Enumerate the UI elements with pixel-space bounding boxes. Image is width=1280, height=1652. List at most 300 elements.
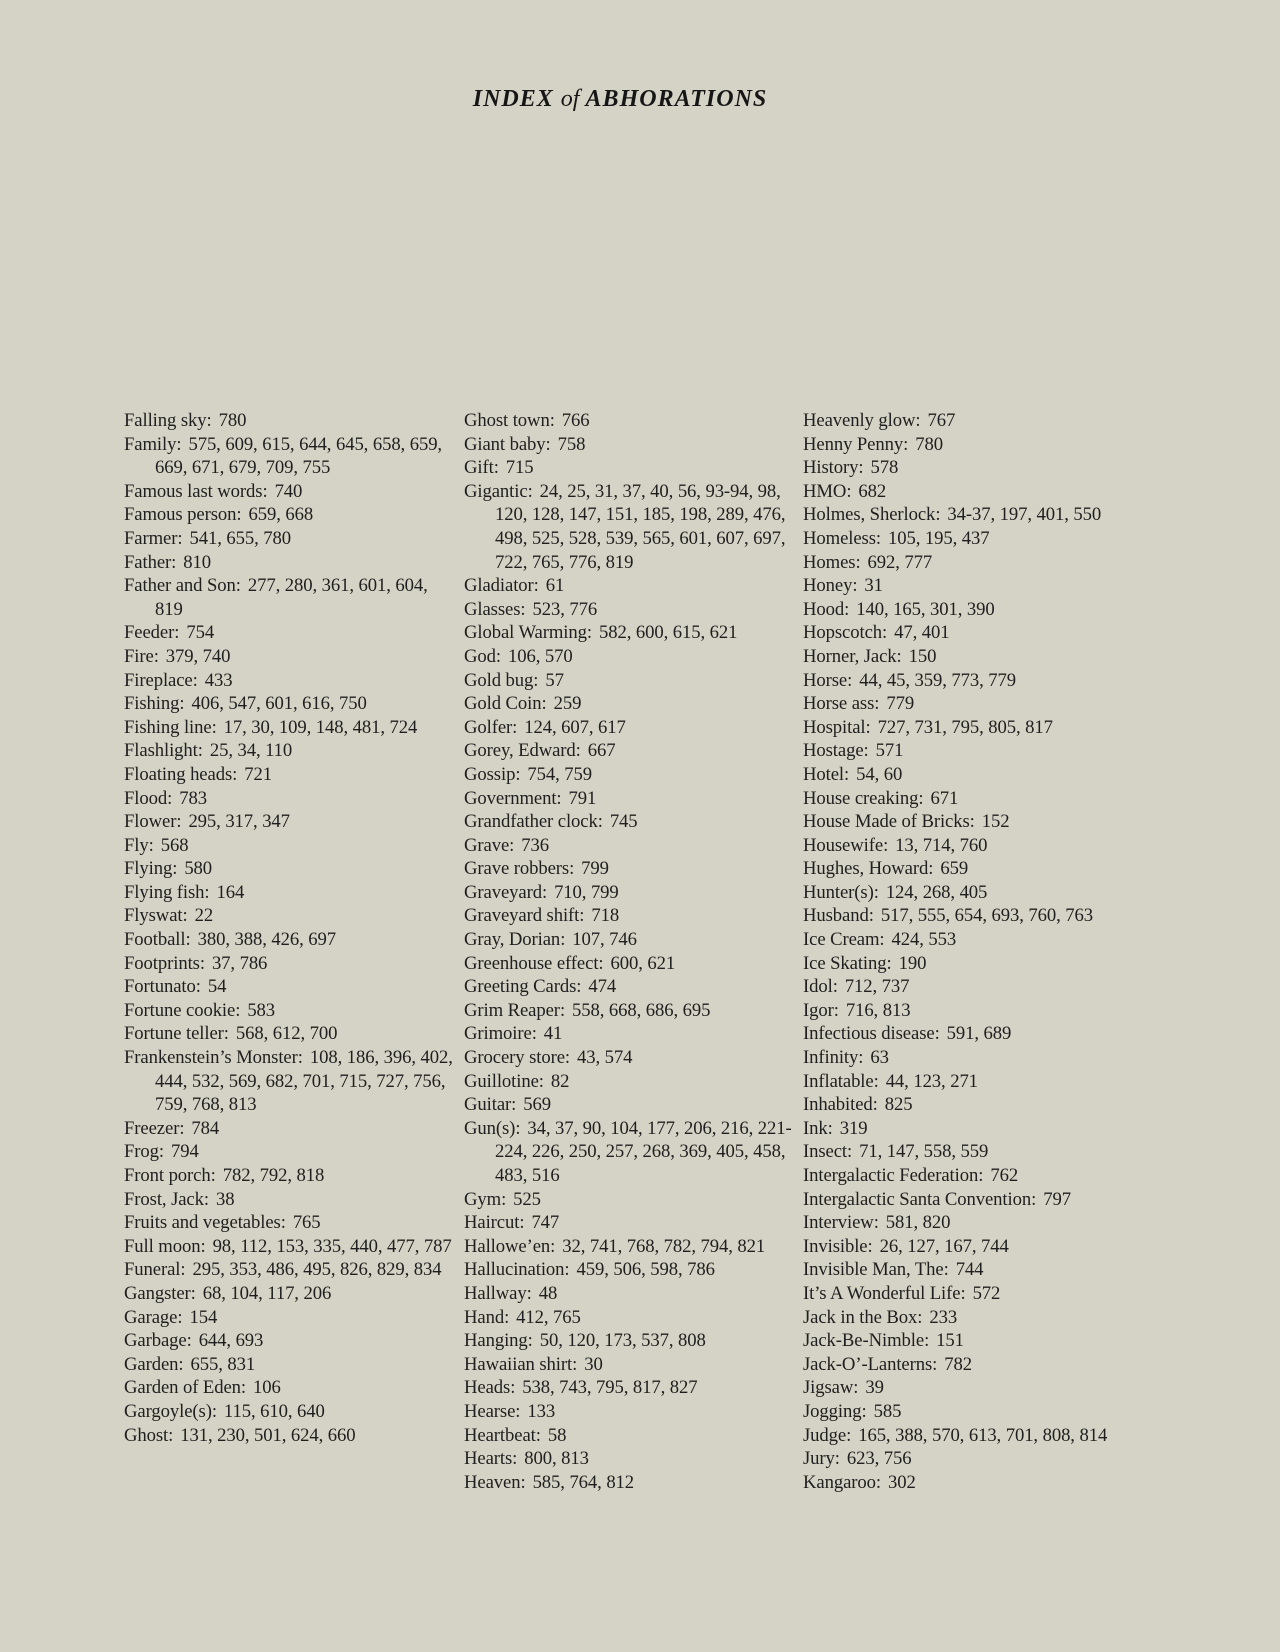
entry-term: Full moon : bbox=[124, 1236, 206, 1257]
index-entry bbox=[803, 1046, 1143, 1070]
index-entry bbox=[803, 857, 1143, 881]
entry-pages: 22 bbox=[194, 905, 214, 927]
index-entry bbox=[124, 433, 454, 480]
index-entry bbox=[803, 527, 1143, 551]
entry-pages: 412, 765 bbox=[516, 1306, 581, 1328]
entry-pages: 800, 813 bbox=[524, 1448, 589, 1470]
index-entry bbox=[803, 1140, 1143, 1164]
entry-pages: 585 bbox=[873, 1400, 902, 1422]
entry-pages: 379, 740 bbox=[165, 645, 231, 667]
entry-term: Funeral : bbox=[124, 1259, 185, 1280]
index-entry bbox=[803, 621, 1143, 645]
entry-pages: 799 bbox=[581, 858, 609, 880]
entry-pages: 762 bbox=[990, 1165, 1019, 1186]
entry-pages: 569 bbox=[523, 1094, 551, 1116]
entry-pages: 107, 746 bbox=[572, 929, 637, 951]
index-entry bbox=[803, 480, 1143, 504]
index-entry bbox=[464, 716, 794, 740]
entry-pages: 655, 831 bbox=[190, 1353, 256, 1375]
entry-term: Heads : bbox=[464, 1377, 515, 1398]
entry-term: Invisible : bbox=[803, 1236, 873, 1257]
entry-pages: 568, 612, 700 bbox=[235, 1023, 338, 1045]
entry-pages: 754, 759 bbox=[527, 763, 593, 785]
entry-pages: 600, 621 bbox=[610, 952, 676, 974]
entry-term: Father and Son : bbox=[124, 575, 241, 596]
entry-pages: 63 bbox=[870, 1047, 889, 1069]
entry-pages: 133 bbox=[527, 1400, 556, 1422]
entry-term: Hawaiian shirt : bbox=[464, 1354, 577, 1375]
entry-term: Horse ass : bbox=[803, 693, 879, 714]
index-entry bbox=[803, 551, 1143, 575]
entry-term: Haircut : bbox=[464, 1212, 524, 1233]
entry-pages: 783 bbox=[179, 787, 207, 809]
entry-term: Heavenly glow : bbox=[803, 410, 920, 431]
entry-pages: 82 bbox=[550, 1070, 570, 1092]
entry-term: Heaven : bbox=[464, 1472, 526, 1493]
entry-term: Idol : bbox=[803, 976, 838, 997]
entry-term: Ghost : bbox=[124, 1425, 173, 1446]
index-entry bbox=[803, 1093, 1143, 1117]
entry-term: Gold Coin : bbox=[464, 693, 547, 714]
entry-pages: 124, 607, 617 bbox=[524, 716, 626, 738]
entry-pages: 48 bbox=[538, 1282, 558, 1304]
entry-pages: 71, 147, 558, 559 bbox=[859, 1141, 989, 1163]
entry-term: Greeting Cards : bbox=[464, 976, 581, 997]
index-column-3 bbox=[803, 409, 1143, 1494]
entry-term: Gold bug : bbox=[464, 670, 538, 691]
entry-term: Father : bbox=[124, 552, 176, 573]
entry-term: Invisible Man, The : bbox=[803, 1259, 949, 1280]
entry-term: Grave robbers : bbox=[464, 858, 574, 879]
entry-term: Global Warming : bbox=[464, 622, 592, 643]
index-entry bbox=[124, 857, 454, 881]
index-entry bbox=[464, 409, 794, 433]
entry-pages: 150 bbox=[908, 645, 937, 667]
entry-term: Ink : bbox=[803, 1118, 833, 1139]
entry-term: Ice Cream : bbox=[803, 929, 885, 950]
entry-term: Fishing line : bbox=[124, 717, 217, 738]
entry-pages: 591, 689 bbox=[946, 1023, 1012, 1045]
index-entry bbox=[124, 952, 454, 976]
entry-term: Intergalactic Santa Convention : bbox=[803, 1189, 1036, 1210]
index-entry bbox=[464, 999, 794, 1023]
index-entry bbox=[803, 904, 1143, 928]
index-entry bbox=[803, 669, 1143, 693]
entry-term: Fire : bbox=[124, 646, 159, 667]
entry-term: Golfer : bbox=[464, 717, 517, 738]
entry-pages: 568 bbox=[160, 834, 189, 856]
entry-pages: 523, 776 bbox=[532, 598, 598, 620]
index-entry bbox=[803, 716, 1143, 740]
entry-pages: 571 bbox=[875, 740, 904, 762]
index-entry bbox=[124, 621, 454, 645]
entry-pages: 13, 714, 760 bbox=[895, 834, 988, 856]
entry-pages: 784 bbox=[191, 1117, 220, 1139]
index-entry bbox=[464, 1211, 794, 1235]
entry-pages: 541, 655, 780 bbox=[189, 527, 291, 549]
index-entry bbox=[124, 739, 454, 763]
entry-pages: 152 bbox=[981, 811, 1010, 833]
entry-pages: 105, 195, 437 bbox=[888, 527, 990, 549]
index-entry bbox=[803, 1235, 1143, 1259]
index-entry bbox=[124, 904, 454, 928]
entry-term: Front porch : bbox=[124, 1165, 216, 1186]
index-entry bbox=[124, 716, 454, 740]
entry-pages: 667 bbox=[587, 740, 616, 762]
index-entry bbox=[803, 1471, 1143, 1495]
entry-term: Graveyard shift : bbox=[464, 905, 584, 926]
entry-pages: 797 bbox=[1043, 1188, 1071, 1210]
entry-term: Famous person : bbox=[124, 504, 241, 525]
entry-pages: 106 bbox=[253, 1377, 281, 1399]
entry-term: Garage : bbox=[124, 1307, 182, 1328]
index-entry bbox=[803, 1447, 1143, 1471]
entry-term: Hughes, Howard : bbox=[803, 858, 933, 879]
entry-term: Jury : bbox=[803, 1448, 840, 1469]
index-entry bbox=[803, 409, 1143, 433]
title-word-of: of bbox=[560, 86, 580, 112]
entry-pages: 38 bbox=[215, 1188, 235, 1210]
entry-term: It’s A Wonderful Life : bbox=[803, 1283, 966, 1304]
index-entry bbox=[124, 551, 454, 575]
entry-pages: 791 bbox=[568, 787, 597, 809]
index-entry bbox=[464, 1093, 794, 1117]
entry-pages: 164 bbox=[216, 881, 245, 903]
entry-pages: 712, 737 bbox=[844, 976, 910, 998]
index-entry bbox=[124, 1188, 454, 1212]
entry-term: Gigantic : bbox=[464, 481, 533, 502]
entry-pages: 43, 574 bbox=[577, 1047, 633, 1069]
index-entry bbox=[803, 787, 1143, 811]
entry-pages: 825 bbox=[884, 1094, 913, 1116]
index-entry bbox=[803, 1117, 1143, 1141]
entry-pages: 131, 230, 501, 624, 660 bbox=[180, 1424, 356, 1446]
index-entry bbox=[124, 1140, 454, 1164]
entry-pages: 277, 280, 361, 601, 604, 819 bbox=[155, 575, 428, 620]
entry-term: Jack in the Box : bbox=[803, 1307, 922, 1328]
title-word-abhorations: ABHORATIONS bbox=[585, 86, 768, 112]
entry-term: Gangster : bbox=[124, 1283, 196, 1304]
entry-term: Gorey, Edward : bbox=[464, 740, 581, 761]
entry-pages: 302 bbox=[887, 1471, 916, 1493]
index-entry bbox=[464, 1188, 794, 1212]
index-entry bbox=[124, 999, 454, 1023]
index-entry bbox=[803, 739, 1143, 763]
entry-term: Gladiator : bbox=[464, 575, 539, 596]
entry-term: Guillotine : bbox=[464, 1071, 544, 1092]
entry-term: Giant baby : bbox=[464, 434, 551, 455]
index-entry bbox=[803, 1329, 1143, 1353]
index-entry bbox=[464, 1117, 794, 1188]
entry-pages: 754 bbox=[186, 622, 215, 644]
entry-pages: 671 bbox=[930, 787, 959, 809]
index-entry bbox=[464, 1376, 794, 1400]
index-entry bbox=[124, 1046, 454, 1117]
index-entry bbox=[124, 1117, 454, 1141]
entry-term: Family : bbox=[124, 434, 181, 455]
entry-term: Heartbeat : bbox=[464, 1425, 541, 1446]
entry-pages: 740 bbox=[274, 480, 303, 502]
index-entry bbox=[124, 1022, 454, 1046]
entry-pages: 57 bbox=[545, 669, 564, 691]
entry-term: Flower : bbox=[124, 811, 181, 832]
entry-term: Hearts : bbox=[464, 1448, 517, 1469]
entry-term: Glasses : bbox=[464, 599, 526, 620]
entry-term: Hunter(s) : bbox=[803, 882, 879, 903]
entry-pages: 24, 25, 31, 37, 40, 56, 93-94, 98, 120, 128, 147, 151, 185, 198, 289, 476, 498, 525, 528, 539, 565, 601, 607, 697, 722, 765, 776, 819 bbox=[495, 480, 786, 573]
entry-term: Ghost town : bbox=[464, 410, 555, 431]
entry-term: Grandfather clock : bbox=[464, 811, 603, 832]
index-entry bbox=[464, 433, 794, 457]
index-entry bbox=[124, 480, 454, 504]
entry-pages: 782 bbox=[944, 1353, 972, 1375]
index-column-1 bbox=[124, 409, 454, 1447]
entry-term: House creaking : bbox=[803, 788, 923, 809]
entry-term: Jogging : bbox=[803, 1401, 867, 1422]
index-entry bbox=[803, 1376, 1143, 1400]
index-entry bbox=[464, 763, 794, 787]
index-entry bbox=[803, 1164, 1143, 1188]
entry-pages: 30 bbox=[584, 1353, 603, 1375]
entry-term: Honey : bbox=[803, 575, 857, 596]
index-entry bbox=[803, 810, 1143, 834]
index-entry bbox=[124, 787, 454, 811]
entry-pages: 154 bbox=[189, 1306, 218, 1328]
entry-pages: 424, 553 bbox=[891, 929, 957, 951]
index-entry bbox=[124, 975, 454, 999]
entry-term: Frost, Jack : bbox=[124, 1189, 209, 1210]
index-entry bbox=[464, 1306, 794, 1330]
entry-pages: 151 bbox=[936, 1330, 964, 1352]
entry-pages: 727, 731, 795, 805, 817 bbox=[877, 716, 1053, 738]
entry-pages: 68, 104, 117, 206 bbox=[202, 1282, 332, 1304]
entry-term: HMO : bbox=[803, 481, 851, 502]
entry-pages: 758 bbox=[557, 433, 586, 455]
entry-term: Grocery store : bbox=[464, 1047, 570, 1068]
index-entry bbox=[124, 1306, 454, 1330]
index-entry bbox=[124, 1282, 454, 1306]
entry-pages: 767 bbox=[927, 410, 956, 431]
index-entry bbox=[803, 1211, 1143, 1235]
index-entry bbox=[803, 928, 1143, 952]
entry-term: Horse : bbox=[803, 670, 852, 691]
entry-pages: 525 bbox=[513, 1188, 541, 1210]
entry-term: Fortune teller : bbox=[124, 1023, 229, 1044]
index-entry bbox=[803, 692, 1143, 716]
entry-term: Grim Reaper : bbox=[464, 1000, 565, 1021]
entry-term: Frankenstein’s Monster : bbox=[124, 1047, 303, 1068]
entry-pages: 406, 547, 601, 616, 750 bbox=[191, 693, 367, 715]
index-entry bbox=[124, 645, 454, 669]
index-entry bbox=[803, 1188, 1143, 1212]
index-entry bbox=[124, 574, 454, 621]
index-entry bbox=[464, 456, 794, 480]
index-entry bbox=[124, 1235, 454, 1259]
index-entry bbox=[464, 1235, 794, 1259]
index-entry bbox=[124, 810, 454, 834]
index-entry bbox=[124, 1329, 454, 1353]
entry-term: Hopscotch : bbox=[803, 622, 887, 643]
entry-term: Hallway : bbox=[464, 1283, 532, 1304]
index-entry bbox=[464, 928, 794, 952]
entry-term: Insect : bbox=[803, 1141, 852, 1162]
entry-pages: 747 bbox=[531, 1212, 560, 1234]
entry-pages: 578 bbox=[870, 457, 899, 479]
entry-pages: 61 bbox=[545, 575, 565, 597]
entry-term: Floating heads : bbox=[124, 764, 237, 785]
entry-term: Intergalactic Federation : bbox=[803, 1165, 983, 1186]
entry-pages: 58 bbox=[547, 1424, 567, 1446]
entry-term: Infinity : bbox=[803, 1047, 863, 1068]
index-entry bbox=[464, 787, 794, 811]
entry-term: Gift : bbox=[464, 457, 499, 478]
entry-term: Garden : bbox=[124, 1354, 184, 1375]
page-title bbox=[0, 86, 1240, 113]
index-entry bbox=[803, 975, 1143, 999]
entry-term: Famous last words : bbox=[124, 481, 268, 502]
index-entry bbox=[803, 1070, 1143, 1094]
entry-pages: 39 bbox=[865, 1377, 884, 1399]
index-entry bbox=[124, 1353, 454, 1377]
index-entry bbox=[464, 904, 794, 928]
entry-pages: 474 bbox=[588, 976, 617, 998]
index-entry bbox=[464, 834, 794, 858]
entry-term: Garden of Eden : bbox=[124, 1377, 246, 1398]
entry-pages: 517, 555, 654, 693, 760, 763 bbox=[880, 905, 1093, 927]
entry-pages: 34-37, 197, 401, 550 bbox=[947, 504, 1102, 526]
entry-pages: 766 bbox=[561, 410, 590, 431]
entry-term: Gossip : bbox=[464, 764, 520, 785]
index-entry bbox=[803, 645, 1143, 669]
entry-term: Kangaroo : bbox=[803, 1472, 881, 1493]
entry-term: Gym : bbox=[464, 1189, 506, 1210]
index-entry bbox=[464, 692, 794, 716]
entry-pages: 32, 741, 768, 782, 794, 821 bbox=[562, 1235, 766, 1257]
entry-pages: 44, 123, 271 bbox=[885, 1070, 978, 1092]
index-entry bbox=[803, 881, 1143, 905]
entry-term: Flying fish : bbox=[124, 882, 210, 903]
entry-pages: 572 bbox=[972, 1282, 1001, 1304]
entry-pages: 716, 813 bbox=[845, 999, 911, 1021]
entry-pages: 17, 30, 109, 148, 481, 724 bbox=[223, 716, 418, 738]
entry-pages: 710, 799 bbox=[554, 881, 619, 903]
index-column-2 bbox=[464, 409, 794, 1494]
index-entry bbox=[464, 480, 794, 574]
entry-term: Football : bbox=[124, 929, 191, 950]
entry-term: Igor : bbox=[803, 1000, 839, 1021]
index-entry bbox=[464, 739, 794, 763]
entry-term: Gun(s) : bbox=[464, 1118, 520, 1139]
entry-term: Holmes, Sherlock : bbox=[803, 504, 940, 525]
entry-pages: 124, 268, 405 bbox=[885, 881, 988, 903]
entry-term: Jigsaw : bbox=[803, 1377, 858, 1398]
entry-pages: 259 bbox=[553, 693, 582, 715]
entry-term: Jack-O’-Lanterns : bbox=[803, 1354, 937, 1375]
index-entry bbox=[464, 1282, 794, 1306]
entry-pages: 575, 609, 615, 644, 645, 658, 659, 669, 671, 679, 709, 755 bbox=[155, 433, 443, 479]
entry-pages: 659, 668 bbox=[248, 504, 314, 526]
entry-pages: 34, 37, 90, 104, 177, 206, 216, 221-224, 226, 250, 257, 268, 369, 405, 458, 483, 516 bbox=[495, 1117, 792, 1186]
index-entry bbox=[464, 1046, 794, 1070]
index-entry bbox=[124, 881, 454, 905]
entry-pages: 782, 792, 818 bbox=[222, 1165, 325, 1186]
entry-term: Interview : bbox=[803, 1212, 879, 1233]
index-entry bbox=[464, 1258, 794, 1282]
entry-pages: 558, 668, 686, 695 bbox=[572, 999, 711, 1021]
index-entry bbox=[124, 1211, 454, 1235]
entry-pages: 54 bbox=[207, 976, 227, 998]
index-entry bbox=[803, 763, 1143, 787]
entry-term: Ice Skating : bbox=[803, 953, 892, 974]
index-entry bbox=[803, 1353, 1143, 1377]
entry-term: Fortunato : bbox=[124, 976, 201, 997]
index-entry bbox=[124, 928, 454, 952]
index-entry bbox=[803, 834, 1143, 858]
index-entry bbox=[803, 503, 1143, 527]
index-entry bbox=[803, 574, 1143, 598]
entry-pages: 623, 756 bbox=[846, 1448, 912, 1470]
index-entry bbox=[124, 503, 454, 527]
entry-pages: 319 bbox=[839, 1117, 868, 1139]
entry-term: Inflatable : bbox=[803, 1071, 879, 1092]
index-entry bbox=[803, 433, 1143, 457]
index-entry bbox=[124, 692, 454, 716]
entry-term: Husband : bbox=[803, 905, 874, 926]
entry-pages: 380, 388, 426, 697 bbox=[197, 929, 336, 951]
entry-pages: 31 bbox=[864, 575, 883, 597]
entry-pages: 779 bbox=[886, 693, 915, 715]
index-entry bbox=[124, 1164, 454, 1188]
entry-pages: 106, 570 bbox=[507, 645, 573, 667]
entry-pages: 54, 60 bbox=[856, 763, 903, 785]
index-entry bbox=[124, 1258, 454, 1282]
entry-term: Horner, Jack : bbox=[803, 646, 902, 667]
entry-term: Gray, Dorian : bbox=[464, 929, 565, 950]
entry-pages: 47, 401 bbox=[894, 622, 950, 644]
index-entry bbox=[124, 1424, 454, 1448]
entry-pages: 718 bbox=[591, 905, 620, 927]
entry-term: Homeless : bbox=[803, 528, 881, 549]
index-entry bbox=[464, 1424, 794, 1448]
entry-term: Footprints : bbox=[124, 953, 205, 974]
entry-term: Homes : bbox=[803, 552, 861, 573]
entry-term: Garbage : bbox=[124, 1330, 192, 1351]
index-entry bbox=[124, 527, 454, 551]
entry-pages: 459, 506, 598, 786 bbox=[576, 1259, 715, 1281]
entry-term: Infectious disease : bbox=[803, 1023, 940, 1044]
index-entry bbox=[464, 1070, 794, 1094]
index-entry bbox=[464, 1471, 794, 1495]
entry-pages: 41 bbox=[543, 1023, 563, 1045]
entry-pages: 44, 45, 359, 773, 779 bbox=[859, 669, 1016, 691]
index-entry bbox=[803, 1258, 1143, 1282]
entry-pages: 585, 764, 812 bbox=[532, 1471, 635, 1493]
entry-pages: 190 bbox=[898, 952, 927, 974]
index-entry bbox=[124, 669, 454, 693]
entry-pages: 37, 786 bbox=[211, 952, 268, 974]
index-entry bbox=[464, 1400, 794, 1424]
entry-pages: 810 bbox=[183, 551, 211, 573]
index-entry bbox=[464, 881, 794, 905]
entry-term: Flying : bbox=[124, 858, 177, 879]
entry-term: Hood : bbox=[803, 599, 849, 620]
entry-term: Fireplace : bbox=[124, 670, 198, 691]
entry-pages: 140, 165, 301, 390 bbox=[856, 598, 995, 620]
entry-term: Farmer : bbox=[124, 528, 182, 549]
index-entry bbox=[464, 669, 794, 693]
entry-pages: 744 bbox=[955, 1259, 984, 1281]
index-entry bbox=[803, 952, 1143, 976]
